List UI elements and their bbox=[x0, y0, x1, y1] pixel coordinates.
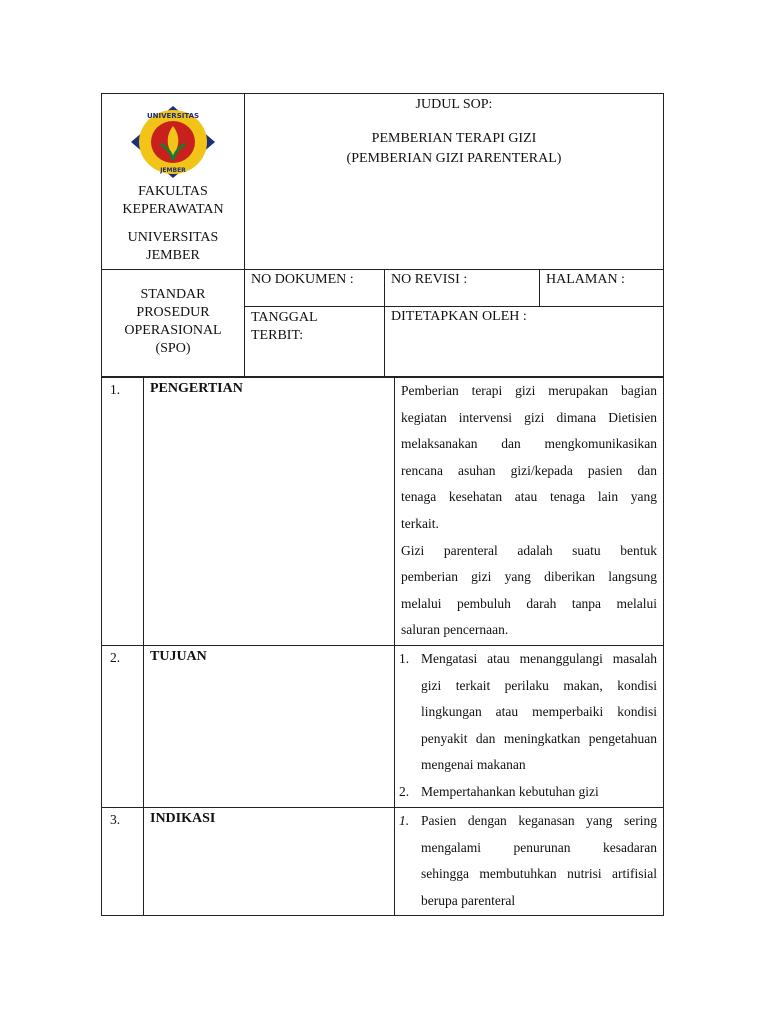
logo-icon bbox=[127, 104, 219, 180]
university-logo bbox=[102, 104, 244, 180]
text-line: mengalami penurunan kesadaran bbox=[421, 839, 657, 855]
section-content bbox=[395, 378, 664, 646]
text-line: Gizi parenteral adalah suatu bentuk bbox=[401, 542, 657, 558]
tanggal-terbit-cell bbox=[245, 307, 385, 377]
list-item bbox=[399, 779, 657, 806]
list-number: 1. bbox=[399, 813, 410, 828]
text-line: Pasien dengan keganasan yang sering bbox=[421, 813, 657, 828]
section-row-pengertian bbox=[102, 378, 664, 646]
list-number: 2. bbox=[399, 783, 410, 799]
list-item bbox=[399, 646, 657, 779]
section-number: 1. bbox=[102, 378, 144, 646]
text-line: Pemberian terapi gizi merupakan bagian bbox=[401, 383, 657, 398]
text-line: saluran pencernaan. bbox=[401, 622, 509, 638]
list-item bbox=[399, 808, 657, 914]
university-line2: JEMBER bbox=[146, 248, 200, 263]
text-line: terkait. bbox=[401, 515, 439, 531]
sop-title-cell bbox=[245, 94, 664, 270]
tanggal-line1: TANGGAL bbox=[251, 310, 318, 325]
section-number: 3. bbox=[102, 808, 144, 916]
text-line: lingkungan atau memperbaiki kondisi bbox=[421, 704, 657, 720]
text-line: melaksanakan dan mengkomunikasikan bbox=[401, 436, 657, 452]
text-line: Mempertahankan kebutuhan gizi bbox=[421, 783, 599, 799]
judul-line2: (PEMBERIAN GIZI PARENTERAL) bbox=[346, 151, 562, 166]
ditetapkan-cell: DITETAPKAN OLEH : bbox=[385, 307, 664, 377]
svg-text:JEMBER: JEMBER bbox=[160, 167, 186, 174]
section-row-tujuan bbox=[102, 646, 664, 808]
judul-line1: PEMBERIAN TERAPI GIZI bbox=[371, 131, 537, 146]
content-table bbox=[101, 377, 664, 916]
text-line: pemberian gizi yang diberikan langsung bbox=[401, 569, 657, 585]
faculty-line1: FAKULTAS bbox=[138, 184, 208, 199]
section-row-indikasi bbox=[102, 808, 664, 916]
text-line: penyakit dan meningkatkan pengetahuan bbox=[421, 730, 657, 746]
spo-line1: STANDAR bbox=[140, 287, 206, 302]
text-line: tenaga kesehatan atau tenaga lain yang bbox=[401, 489, 657, 505]
section-title: TUJUAN bbox=[144, 646, 395, 808]
text-line: rencana asuhan gizi/kepada pasien dan bbox=[401, 462, 657, 478]
header-table bbox=[101, 93, 664, 377]
text-line: Mengatasi atau menanggulangi masalah bbox=[421, 651, 657, 666]
text-line: kegiatan intervensi gizi dimana Dietisien bbox=[401, 409, 657, 425]
section-content bbox=[395, 646, 664, 808]
spo-line2: PROSEDUR bbox=[136, 305, 210, 320]
judul-label: JUDUL SOP: bbox=[415, 97, 493, 112]
section-number: 2. bbox=[102, 646, 144, 808]
svg-text:UNIVERSITAS: UNIVERSITAS bbox=[146, 112, 200, 120]
section-title: PENGERTIAN bbox=[144, 378, 395, 646]
section-content bbox=[395, 808, 664, 916]
section-title: INDIKASI bbox=[144, 808, 395, 916]
faculty-line2: KEPERAWATAN bbox=[122, 202, 224, 217]
text-line: melalui pembuluh darah tanpa melalui bbox=[401, 595, 657, 611]
spo-line4: (SPO) bbox=[155, 341, 191, 356]
institution-cell bbox=[102, 94, 245, 270]
tanggal-line2: TERBIT: bbox=[251, 328, 304, 343]
university-line1: UNIVERSITAS bbox=[127, 230, 219, 245]
spo-line3: OPERASIONAL bbox=[124, 323, 222, 338]
text-line: berupa parenteral bbox=[421, 892, 516, 908]
text-line: sehingga membutuhkan nutrisi artifisial bbox=[421, 866, 657, 882]
no-dokumen-cell: NO DOKUMEN : bbox=[245, 270, 385, 307]
spo-cell bbox=[102, 270, 245, 377]
no-revisi-cell: NO REVISI : bbox=[385, 270, 540, 307]
text-line: gizi terkait perilaku makan, kondisi bbox=[421, 677, 657, 693]
text-line: mengenai makanan bbox=[421, 757, 526, 773]
halaman-cell: HALAMAN : bbox=[540, 270, 664, 307]
list-number: 1. bbox=[399, 651, 410, 666]
